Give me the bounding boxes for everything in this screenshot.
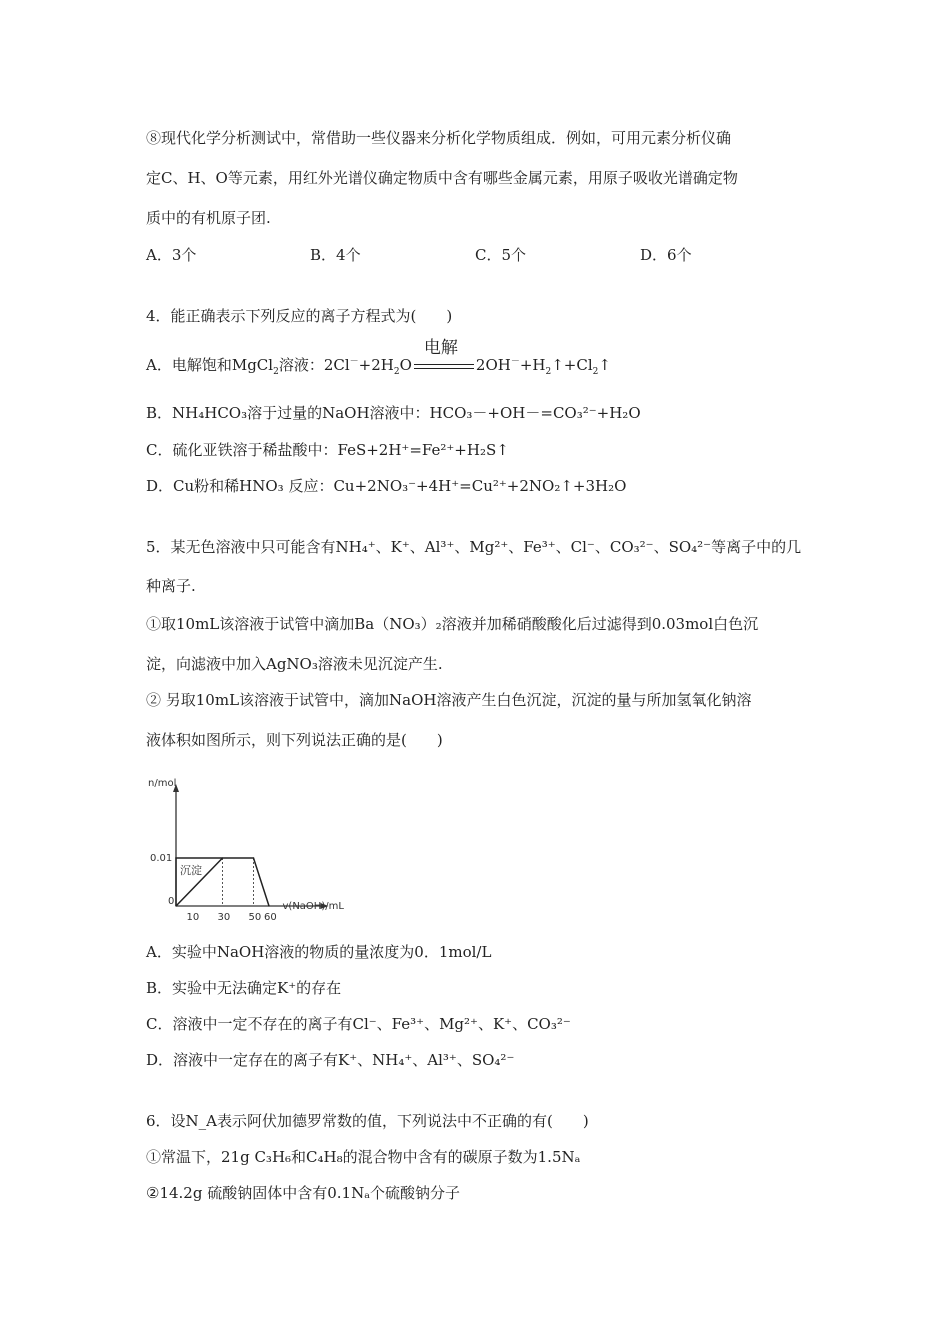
x-tick-label: 0 [168,896,175,907]
x-axis-label: v(NaOH)/mL [282,901,344,912]
q5-step1-line1: ①取10mL该溶液于试管中滴加Ba（NO₃）₂溶液并加稀硝酸酸化后过滤得到0.03mol白色沉 [146,615,759,633]
item8-line2: 定C、H、O等元素，用红外光谱仪确定物质中含有哪些金属元素，用原子吸收光谱确定物 [146,169,738,187]
x-tick-label: 60 [264,912,277,923]
q4-option-c: C．硫化亚铁溶于稀盐酸中：FeS+2H⁺=Fe²⁺+H₂S↑ [146,441,509,459]
q5-option-c: C．溶液中一定不存在的离子有Cl⁻、Fe³⁺、Mg²⁺、K⁺、CO₃²⁻ [146,1015,571,1033]
q4-option-d: D．Cu粉和稀HNO₃ 反应：Cu+2NO₃⁻+4H⁺=Cu²⁺+2NO₂↑+3H₂O [146,477,627,495]
q6-item1: ①常温下，21g C₃H₆和C₄H₈的混合物中含有的碳原子数为1.5Nₐ [146,1148,581,1166]
q5-step1-line2: 淀，向滤液中加入AgNO₃溶液未见沉淀产生. [146,655,443,673]
data-point [175,905,176,906]
q6-item2: ②14.2g 硫酸钠固体中含有0.1Nₐ个硫酸钠分子 [146,1184,460,1202]
q3-option-c: C．5个 [475,246,527,264]
q5-step2-line2: 液体积如图所示，则下列说法正确的是( ) [146,731,443,749]
q3-option-d: D．6个 [640,246,692,264]
x-tick-label: 10 [186,912,200,923]
q5-option-d: D．溶液中一定存在的离子有K⁺、NH₄⁺、Al³⁺、SO₄²⁻ [146,1051,515,1069]
data-point [175,857,176,858]
q5-stem-line2: 种离子. [146,577,196,595]
q5-option-a: A．实验中NaOH溶液的物质的量浓度为0．1mol/L [146,943,492,961]
q3-option-a: A．3个 [146,246,197,264]
electrolysis-arrow: 电解 [414,356,474,376]
q5-stem-line1: 5．某无色溶液中只可能含有NH₄⁺、K⁺、Al³⁺、Mg²⁺、Fe³⁺、Cl⁻、CO₃²⁻、SO₄²⁻等离子中的几 [146,538,802,556]
q6-stem: 6．设N_A表示阿伏加德罗常数的值，下列说法中不正确的有( ) [146,1112,589,1130]
item8-line1: ⑧现代化学分析测试中，常借助一些仪器来分析化学物质组成．例如，可用元素分析仪确 [146,129,732,147]
q4-option-b: B．NH₄HCO₃溶于过量的NaOH溶液中：HCO₃－+OH－=CO₃²⁻+H₂O [146,404,641,422]
y-tick-label: 0.01 [150,853,173,864]
q3-option-b: B．4个 [310,246,361,264]
data-point [268,905,269,906]
q4-option-a: A．电解饱和MgCl$_2$溶液：$2Cl^-+2H_2O$ 电解 $2OH^-+H_2↑+Cl_2↑$ [146,338,611,377]
data-point [253,857,254,858]
x-tick-label: 50 [248,912,262,923]
y-axis-label: n/mol [148,778,177,789]
precipitate-label: 沉淀 [180,864,202,877]
precipitate-chart [146,778,376,928]
x-tick-label: 30 [217,912,231,923]
q5-option-b: B．实验中无法确定K⁺的存在 [146,979,342,997]
item8-line3: 质中的有机原子团. [146,209,271,227]
q5-step2-line1: ② 另取10mL该溶液于试管中，滴加NaOH溶液产生白色沉淀，沉淀的量与所加氢氧化钠溶 [146,691,752,709]
q4-stem: 4．能正确表示下列反应的离子方程式为( ) [146,307,453,325]
data-point [222,857,223,858]
